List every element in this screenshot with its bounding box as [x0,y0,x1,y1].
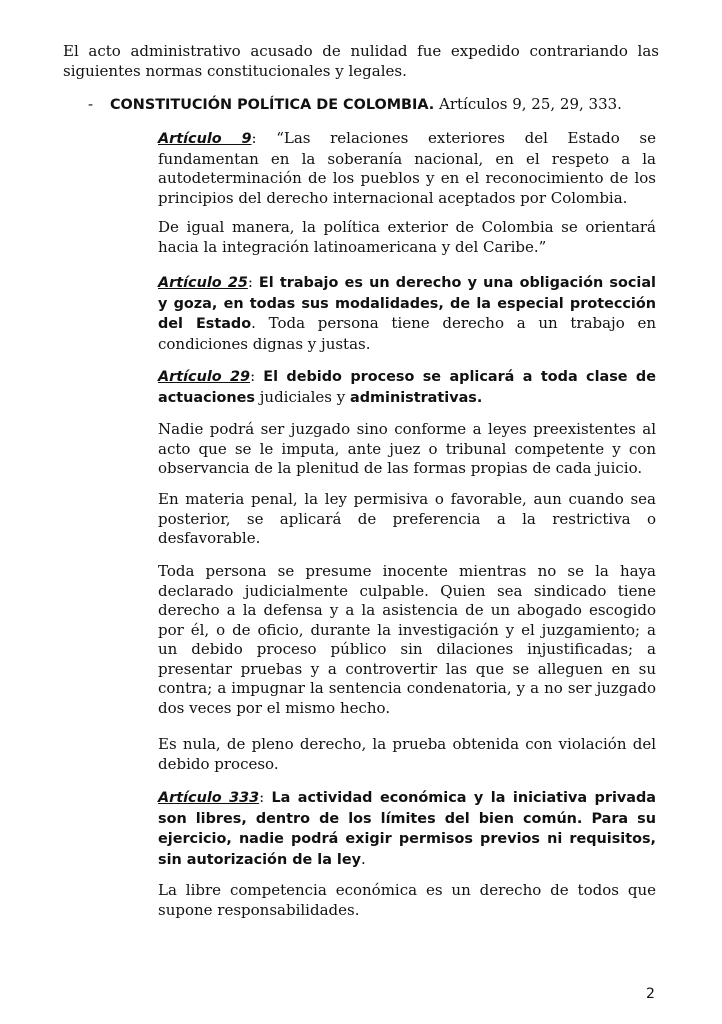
article-25-bold-text: El trabajo es un derecho y una obligación social y goza, en todas sus modalidades, de la especial protección del Estado [158,275,656,332]
article-29-paragraph-4: Toda persona se presume inocente mientras no se la haya declarado judicialmente culpable. Quien sea sindicado tiene derecho a la defensa y a la asistencia de un abogado escogido por él, o de oficio, durante la investigación y el juzgamiento; a un debido proceso público sin dilaciones injustificadas; a presentar pruebas y a controvertir las que se alleguen en su contra; a impugnar la sentencia condenatoria, y a no ser juzgado dos veces por el mismo hecho. [158,562,656,717]
article-333-bold-text: La actividad económica y la iniciativa privada son libres, dentro de los límites del bien común. Para su ejercicio, nadie podrá exigir permisos previos ni requisitos, sin autorización de la ley [158,790,656,868]
article-29-bold-text-1: El debido proceso se aplicará a toda clase de actuaciones [158,369,656,406]
colon: : [247,273,259,291]
article-25-text: . Toda persona tiene derecho a un trabajo en condiciones dignas y justas. [158,314,656,353]
colon: : [250,367,264,385]
article-29-paragraph-5: Es nula, de pleno derecho, la prueba obtenida con violación del debido proceso. [158,735,656,773]
article-25-paragraph [158,273,656,354]
article-9-paragraph [158,129,656,208]
bullet-dash: - [88,95,94,113]
page-number: 2 [646,986,655,1002]
article-29-paragraph-3: En materia penal, la ley permisiva o favorable, aun cuando sea posterior, se aplicará de preferencia a la restrictiva o desfavorable. [158,490,656,547]
constitution-title: CONSTITUCIÓN POLÍTICA DE COLOMBIA. [110,97,435,113]
article-29-paragraph-2: Nadie podrá ser juzgado sino conforme a leyes preexistentes al acto que se le imputa, ante juez o tribunal competente y con observancia de la plenitud de las formas propias de cada juicio. [158,420,656,477]
article-29-bold-text-2: administrativas. [350,389,483,406]
colon: : [259,788,272,806]
intro-paragraph: El acto administrativo acusado de nulidad fue expedido contrariando las siguientes normas constitucionales y legales. [63,42,659,80]
article-333-heading: Artículo 333 [158,790,260,806]
article-333-paragraph-2: La libre competencia económica es un derecho de todos que supone responsabilidades. [158,881,656,919]
article-333-text: . [361,849,366,868]
article-9-heading: Artículo 9 [158,131,252,147]
articles-list: Artículos 9, 25, 29, 333. [434,95,622,113]
article-9-paragraph-2: De igual manera, la política exterior de Colombia se orientará hacia la integración latinoamericana y del Caribe.” [158,218,656,256]
article-333-paragraph [158,788,656,870]
constitution-bullet [88,94,663,115]
article-25-heading: Artículo 25 [158,275,248,291]
article-29-text: judiciales y [255,387,351,406]
article-9-text: : “Las relaciones exteriores del Estado se fundamentan en la soberanía nacional, en el respeto a la autodeterminación de los pueblos y en el reconocimiento de los principios del derecho internacional aceptados por Colombia. [158,129,656,207]
article-29-heading: Artículo 29 [158,369,251,385]
article-29-paragraph [158,367,656,408]
